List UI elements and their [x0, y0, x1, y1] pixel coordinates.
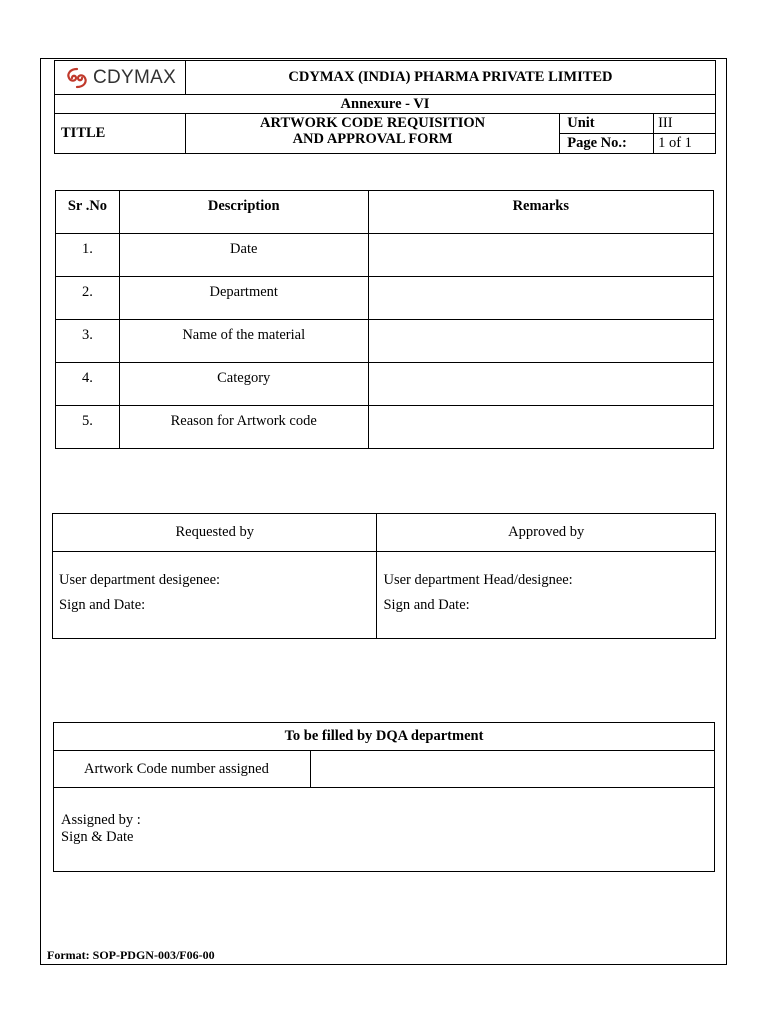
- form-title: [185, 114, 559, 154]
- dqa-table: [53, 722, 715, 872]
- logo-mark-icon: [64, 66, 90, 90]
- dqa-header: To be filled by DQA department: [54, 723, 715, 751]
- row-sr-no: 4.: [56, 363, 120, 406]
- row-remarks[interactable]: [368, 406, 713, 449]
- requested-by-header: Requested by: [53, 514, 377, 552]
- column-header-sr-no: Sr .No: [56, 191, 120, 234]
- row-remarks[interactable]: [368, 234, 713, 277]
- table-row: [56, 277, 714, 320]
- requested-by-cell[interactable]: [53, 552, 377, 639]
- assigned-by-cell[interactable]: [54, 788, 715, 872]
- sign-date-label: Sign & Date: [61, 829, 134, 845]
- table-header-row: [56, 191, 714, 234]
- unit-label: Unit: [560, 114, 654, 134]
- form-title-line-2: AND APPROVAL FORM: [292, 131, 453, 147]
- approved-designee-label: User department Head/designee:: [383, 572, 573, 588]
- row-sr-no: 1.: [56, 234, 120, 277]
- artwork-code-label: Artwork Code number assigned: [54, 751, 311, 788]
- assigned-by-label: Assigned by :: [61, 812, 141, 828]
- row-sr-no: 2.: [56, 277, 120, 320]
- table-row: [56, 406, 714, 449]
- row-description: Category: [119, 363, 368, 406]
- annexure-label: Annexure - VI: [55, 95, 716, 114]
- signoff-table: [52, 513, 716, 639]
- column-header-remarks: Remarks: [368, 191, 713, 234]
- artwork-code-field[interactable]: [310, 751, 714, 788]
- row-description: Name of the material: [119, 320, 368, 363]
- row-remarks[interactable]: [368, 363, 713, 406]
- page-no-label: Page No.:: [560, 134, 654, 154]
- logo-text: CDYMAX: [93, 66, 177, 88]
- requisition-table: [55, 190, 714, 449]
- table-row: [56, 234, 714, 277]
- company-name: CDYMAX (INDIA) PHARMA PRIVATE LIMITED: [185, 61, 715, 95]
- company-logo: [64, 66, 185, 90]
- row-description: Department: [119, 277, 368, 320]
- column-header-description: Description: [119, 191, 368, 234]
- format-code: Format: SOP-PDGN-003/F06-00: [47, 948, 215, 962]
- approved-by-cell[interactable]: [377, 552, 716, 639]
- requested-sign-date-label: Sign and Date:: [59, 597, 146, 613]
- unit-value: III: [654, 114, 716, 134]
- title-label: TITLE: [55, 114, 186, 154]
- row-sr-no: 3.: [56, 320, 120, 363]
- table-row: [56, 320, 714, 363]
- row-remarks[interactable]: [368, 320, 713, 363]
- page-no-value: 1 of 1: [654, 134, 716, 154]
- approved-sign-date-label: Sign and Date:: [383, 597, 470, 613]
- logo-cell: [55, 61, 186, 95]
- approved-by-header: Approved by: [377, 514, 716, 552]
- requested-designee-label: User department desigenee:: [59, 572, 221, 588]
- table-row: [56, 363, 714, 406]
- row-sr-no: 5.: [56, 406, 120, 449]
- row-remarks[interactable]: [368, 277, 713, 320]
- row-description: Date: [119, 234, 368, 277]
- row-description: Reason for Artwork code: [119, 406, 368, 449]
- document-header: [54, 60, 716, 154]
- form-title-line-1: ARTWORK CODE REQUISITION: [260, 115, 486, 131]
